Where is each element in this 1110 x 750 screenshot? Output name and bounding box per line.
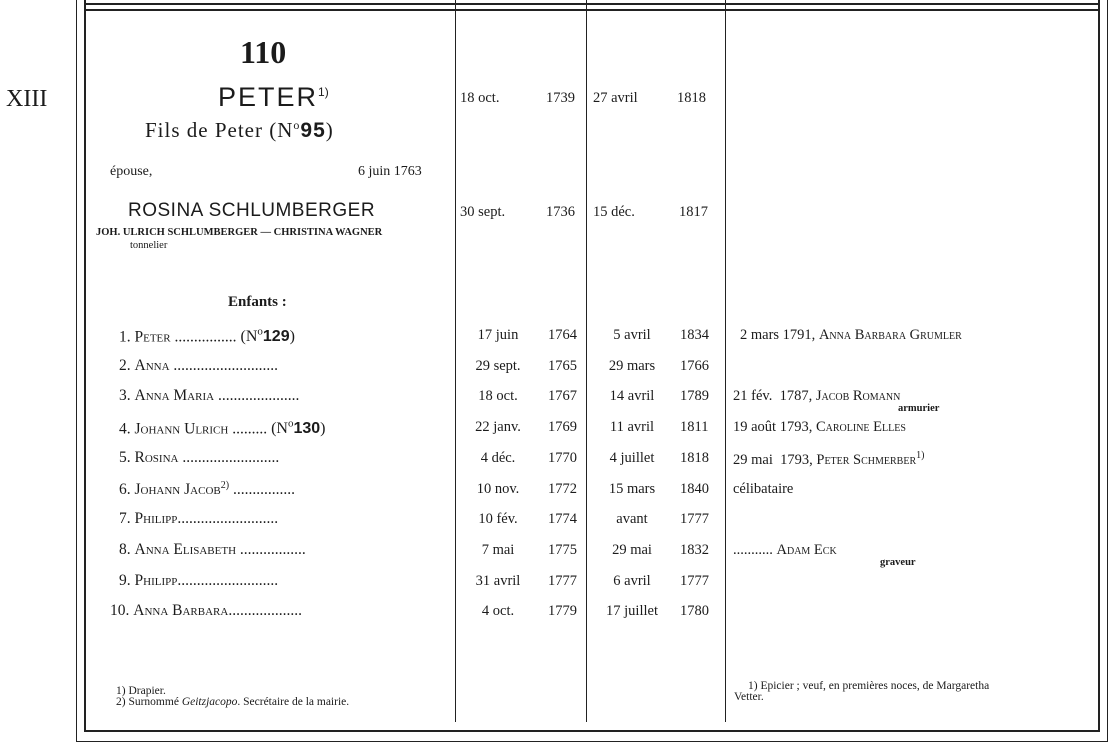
child-ref-close: ) xyxy=(320,420,326,438)
child-birth-day: 4 oct. xyxy=(481,603,515,619)
leader-dots: ................... xyxy=(228,602,302,619)
leader-dots: ........................... xyxy=(169,357,279,374)
child-spouse-name: Peter Schmerber xyxy=(816,451,917,468)
child-birth-year: 1777 xyxy=(548,573,577,589)
header-rule-1 xyxy=(84,3,1100,5)
child-birth-day: 17 juin xyxy=(477,327,519,343)
child-death-day: 15 mars xyxy=(608,481,656,497)
entry-filiation xyxy=(145,118,334,143)
child-birth-day: 4 déc. xyxy=(480,450,516,466)
child-birth-day: 10 nov. xyxy=(476,481,520,497)
child-birth-day: 31 avril xyxy=(475,573,521,589)
child-ref-number: 130 xyxy=(293,420,321,438)
child-birth-day: 18 oct. xyxy=(478,388,518,404)
spouse-death-year: 1817 xyxy=(679,204,708,220)
child-marriage-date: 19 août 1793, xyxy=(733,419,813,435)
child-name: Johann Jacob xyxy=(134,481,221,499)
child-birth-year: 1770 xyxy=(548,450,577,466)
entry-death-day: 27 avril xyxy=(593,90,638,106)
child-marriage-cell xyxy=(733,388,900,405)
filiation-o: o xyxy=(293,118,301,132)
child-name: Philipp xyxy=(134,572,178,589)
footnote-left-2 xyxy=(116,697,349,708)
child-birth-day: 10 fév. xyxy=(478,511,518,527)
header-tick-2 xyxy=(586,0,587,10)
child-ref-prefix: (N xyxy=(271,420,288,438)
child-death-day: 29 mai xyxy=(612,542,652,558)
child-name-cell xyxy=(119,572,278,590)
child-death-day: avant xyxy=(616,511,648,527)
child-name-cell xyxy=(119,510,278,528)
child-number: 5. xyxy=(119,449,131,466)
child-name-cell xyxy=(119,357,278,375)
child-number: 2. xyxy=(119,357,131,374)
child-death-year: 1832 xyxy=(680,542,709,558)
child-name: Rosina xyxy=(134,449,179,466)
child-number: 3. xyxy=(119,387,131,404)
child-name: Anna Barbara xyxy=(133,602,229,619)
footnotes-right xyxy=(734,681,989,703)
child-number: 9. xyxy=(119,572,131,589)
footnote-right-2: Vetter. xyxy=(734,691,764,703)
header-rule-2 xyxy=(84,9,1100,11)
child-marriage-cell xyxy=(733,450,924,469)
footnotes-left xyxy=(116,686,349,708)
footnote-left-2-post: . Secrétaire de la mairie. xyxy=(237,696,350,708)
generation-marker: XIII xyxy=(6,86,48,112)
leader-dots: ................. xyxy=(236,541,306,558)
child-ref xyxy=(237,328,295,345)
child-name-cell xyxy=(119,387,299,405)
child-name: Johann Ulrich xyxy=(134,420,229,438)
child-spouse-name: Caroline Elles xyxy=(815,419,906,435)
child-number: 7. xyxy=(119,510,131,527)
child-number: 1. xyxy=(119,328,131,346)
child-spouse-footnote-mark: 1) xyxy=(916,450,925,461)
child-marriage-cell xyxy=(733,419,906,436)
entry-name-footnote: 1) xyxy=(318,85,329,99)
child-death-year: 1811 xyxy=(680,419,709,435)
child-name: Philipp xyxy=(134,510,178,527)
entry-name xyxy=(218,82,329,113)
child-spouse-name: Anna Barbara Grumler xyxy=(818,327,962,343)
child-death-day: 29 mars xyxy=(608,358,656,374)
child-ref-prefix: (N xyxy=(240,328,258,346)
child-number: 8. xyxy=(119,541,131,558)
child-birth-year: 1769 xyxy=(548,419,577,435)
child-death-day: 4 juillet xyxy=(609,450,655,466)
child-birth-year: 1779 xyxy=(548,603,577,619)
child-marriage-date: 2 mars 1791, xyxy=(740,327,816,343)
filiation-text: Fils de Peter (N xyxy=(145,118,294,142)
child-footnote-mark: 2) xyxy=(220,480,230,491)
entry-name-text: PETER xyxy=(218,82,319,112)
child-death-day: 6 avril xyxy=(613,573,651,589)
spouse-father-occupation: tonnelier xyxy=(130,240,168,251)
column-divider-marriage xyxy=(725,10,726,722)
children-heading: Enfants : xyxy=(228,294,287,310)
child-birth-day: 7 mai xyxy=(481,542,515,558)
child-birth-year: 1764 xyxy=(548,327,577,343)
child-death-day: 5 avril xyxy=(613,327,651,343)
leader-dots: .......................... xyxy=(177,510,279,527)
leader-dots: ......... xyxy=(228,420,268,438)
child-ref-close: ) xyxy=(289,328,295,346)
child-name-cell xyxy=(119,541,306,559)
footnote-left-1: 1) Drapier. xyxy=(116,685,166,697)
child-birth-year: 1767 xyxy=(548,388,577,404)
child-spouse-occupation: armurier xyxy=(898,403,940,414)
child-marriage-cell xyxy=(733,542,837,559)
child-number: 10. xyxy=(110,602,130,619)
child-spouse-name: Adam Eck xyxy=(776,542,837,558)
child-marriage-date: 29 mai 1793, xyxy=(733,451,813,468)
child-name: Anna Maria xyxy=(134,387,215,404)
child-marriage-date: ........... xyxy=(733,542,773,558)
leader-dots: ..................... xyxy=(214,387,300,404)
entry-birth-day: 18 oct. xyxy=(460,90,500,106)
footnote-left-2-italic: Geitzjacopo xyxy=(181,696,238,708)
leader-dots: ................ xyxy=(229,481,295,499)
child-name-cell xyxy=(119,480,295,499)
header-tick-3 xyxy=(725,0,726,10)
child-death-day: 14 avril xyxy=(609,388,655,404)
child-birth-year: 1765 xyxy=(548,358,577,374)
child-name: Anna Elisabeth xyxy=(134,541,237,558)
child-marriage-date: célibataire xyxy=(733,481,794,497)
filiation-close: ) xyxy=(325,118,334,142)
spouse-parents: JOH. ULRICH SCHLUMBERGER — CHRISTINA WAGNER xyxy=(96,227,383,238)
child-name-cell xyxy=(119,418,326,438)
child-ref-number: 129 xyxy=(262,328,290,346)
child-death-year: 1766 xyxy=(680,358,709,374)
column-divider-death xyxy=(586,10,587,722)
entry-death-year: 1818 xyxy=(677,90,706,106)
child-name-cell xyxy=(119,449,279,467)
child-death-year: 1777 xyxy=(680,573,709,589)
child-birth-day: 22 janv. xyxy=(475,419,521,435)
marriage-label: épouse, xyxy=(110,164,153,179)
child-death-year: 1777 xyxy=(680,511,709,527)
leader-dots: .......................... xyxy=(177,572,279,589)
spouse-name: ROSINA SCHLUMBERGER xyxy=(128,200,376,221)
child-death-year: 1789 xyxy=(680,388,709,404)
child-death-day: 11 avril xyxy=(609,419,655,435)
child-name: Peter xyxy=(134,328,171,346)
entry-number: 110 xyxy=(240,34,287,70)
child-ref-o: o xyxy=(287,418,294,430)
leader-dots: ................ xyxy=(170,328,237,346)
child-number: 4. xyxy=(119,420,131,438)
child-spouse-name: Jacob Romann xyxy=(815,388,901,404)
header-tick-1 xyxy=(455,0,456,10)
child-name: Anna xyxy=(134,357,170,374)
spouse-birth-day: 30 sept. xyxy=(460,204,506,220)
child-spouse-occupation: graveur xyxy=(880,557,916,568)
child-birth-year: 1772 xyxy=(548,481,577,497)
child-marriage-cell xyxy=(740,327,962,344)
footnote-left-2-pre: 2) Surnommé xyxy=(116,696,182,708)
child-death-year: 1840 xyxy=(680,481,709,497)
child-birth-day: 29 sept. xyxy=(475,358,521,374)
child-death-year: 1818 xyxy=(680,450,709,466)
child-birth-year: 1774 xyxy=(548,511,577,527)
column-divider-birth xyxy=(455,10,456,722)
child-ref-o: o xyxy=(257,326,263,338)
child-name-cell xyxy=(110,602,302,620)
child-death-year: 1780 xyxy=(680,603,709,619)
footnote-right-1: 1) Epicier ; veuf, en premières noces, de Margaretha xyxy=(748,680,990,692)
child-marriage-cell xyxy=(733,481,793,498)
child-name-cell xyxy=(119,326,295,346)
child-birth-year: 1775 xyxy=(548,542,577,558)
leader-dots: ......................... xyxy=(178,449,280,466)
entry-birth-year: 1739 xyxy=(546,90,575,106)
spouse-death-day: 15 déc. xyxy=(593,204,635,220)
filiation-ref: 95 xyxy=(300,119,326,142)
child-death-day: 17 juillet xyxy=(606,603,658,619)
child-death-year: 1834 xyxy=(680,327,709,343)
child-number: 6. xyxy=(119,481,131,499)
spouse-birth-year: 1736 xyxy=(546,204,575,220)
child-marriage-date: 21 fév. 1787, xyxy=(733,388,813,404)
child-ref xyxy=(267,420,325,437)
marriage-date: 6 juin 1763 xyxy=(358,164,422,179)
